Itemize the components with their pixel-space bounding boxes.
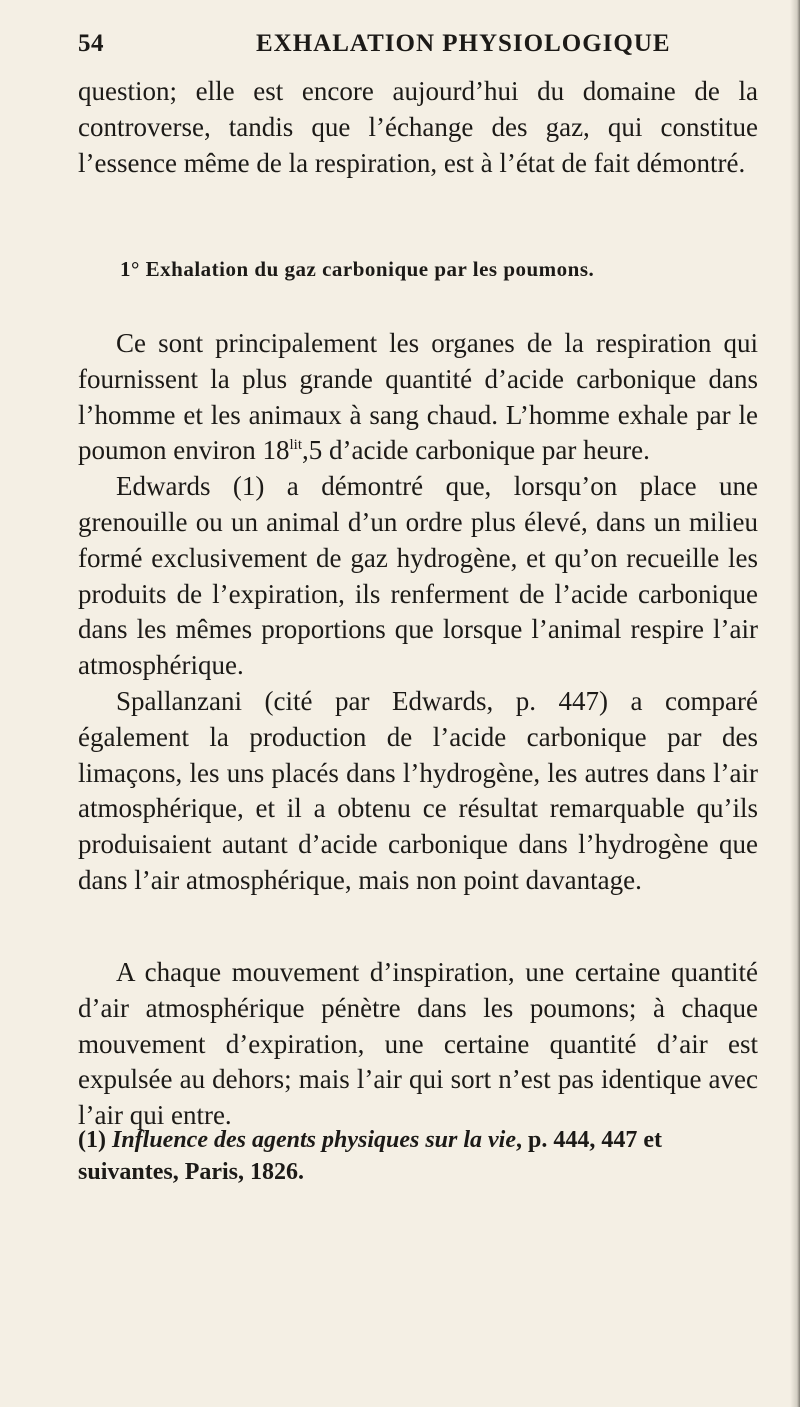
body-paragraph-final bbox=[78, 955, 758, 1134]
body-paragraphs bbox=[78, 326, 758, 899]
footnote-rest: , p. 444, 447 et suivantes, Paris, 1826. bbox=[78, 1127, 662, 1185]
paragraph-2: Edwards (1) a démontré que, lorsqu’on place une grenouille ou un animal d’un ordre plus élevé, dans un milieu formé exclusivement de gaz hydrogène, et qu’on recueille les produits de l’expiration, ils renferment de l’acide carbonique dans les mêmes proportions que lorsque l’animal respire l’air atmosphérique. bbox=[78, 471, 758, 681]
section-number: 1° bbox=[120, 257, 140, 281]
section-heading bbox=[120, 257, 760, 282]
page-header bbox=[78, 30, 758, 64]
page-number: 54 bbox=[78, 30, 104, 57]
paragraph-1-end: ,5 d’acide carbonique par heure. bbox=[302, 435, 650, 466]
paragraph-1 bbox=[78, 326, 758, 469]
paragraph-4: A chaque mouvement d’inspiration, une certaine quantité d’air atmosphérique pénètre dans les poumons; à chaque mouvement d’expiration, une certaine quantité d’air est expulsée au dehors; mais l’air qui sort n’est pas identique avec l’air qui entre. bbox=[78, 957, 758, 1131]
running-head: EXHALATION PHYSIOLOGIQUE bbox=[256, 30, 671, 57]
page-edge-shadow bbox=[790, 0, 800, 1407]
intro-text: question; elle est encore aujourd’hui du domaine de la controverse, tandis que l’échange des gaz, qui constitue l’essence même de la respiration, est à l’état de fait démontré. bbox=[78, 76, 758, 178]
paragraph-1-superscript: lit bbox=[289, 437, 302, 454]
footnote bbox=[78, 1124, 758, 1188]
paragraph-3: Spallanzani (cité par Edwards, p. 447) a comparé également la production de l’acide carbonique par des limaçons, les uns placés dans l’hydrogène, les autres dans l’air atmosphérique, et il a obtenu ce résultat remarquable qu’ils produisaient autant d’acide carbonique dans l’hydrogène que dans l’air atmosphérique, mais non point davantage. bbox=[78, 685, 758, 895]
footnote-mark: (1) bbox=[78, 1127, 106, 1153]
paragraph-1-start: Ce sont principalement les organes de la respiration qui fournissent la plus grande quantité d’acide carbonique dans l’homme et les animaux à sang chaud. L’homme exhale par le poumon environ 18 bbox=[78, 328, 758, 466]
footnote-title: Influence des agents physiques sur la vie bbox=[111, 1127, 516, 1153]
section-title: Exhalation du gaz carbonique par les poumons. bbox=[145, 257, 595, 281]
intro-paragraph bbox=[78, 74, 758, 181]
